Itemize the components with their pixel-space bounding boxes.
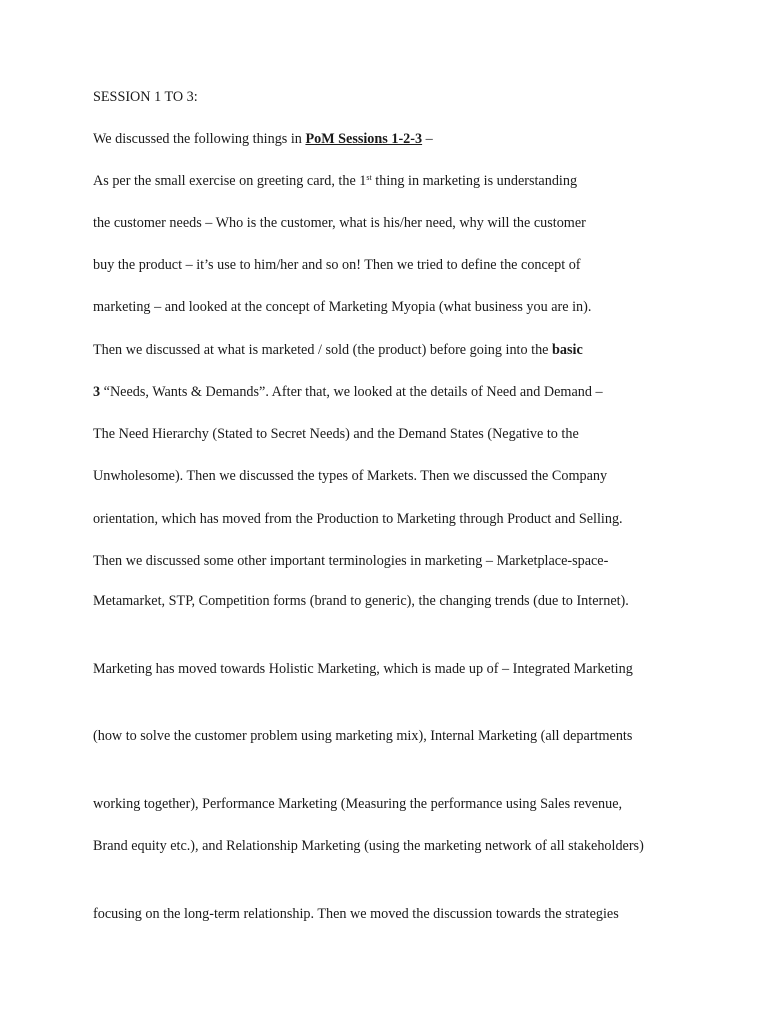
text-line-12: Then we discussed some other important terminologies in marketing – Marketplace-space-: [93, 553, 609, 569]
intro-line: [93, 130, 433, 148]
line7-bold: basic: [552, 342, 583, 358]
paragraph-13: Metamarket, STP, Competition forms (brand to generic), the changing trends (due to Internet).: [93, 593, 629, 609]
paragraph-14: Marketing has moved towards Holistic Marketing, which is made up of – Integrated Marketing: [93, 661, 633, 677]
text-line-18: focusing on the long-term relationship. Then we moved the discussion towards the strategies: [93, 906, 619, 922]
text-line-8: [93, 383, 603, 401]
line8-text: “Needs, Wants & Demands”. After that, we looked at the details of Need and Demand –: [100, 384, 603, 400]
text-line-6: marketing – and looked at the concept of Marketing Myopia (what business you are in).: [93, 299, 592, 315]
paragraph-17: Brand equity etc.), and Relationship Marketing (using the marketing network of all stakeholders): [93, 838, 644, 854]
pom-sessions-title: PoM Sessions 1-2-3: [305, 131, 423, 147]
line8-bold: 3: [93, 384, 101, 400]
session-heading: SESSION 1 TO 3:: [93, 89, 198, 105]
text-line-11: orientation, which has moved from the Production to Marketing through Product and Selling.: [93, 511, 623, 527]
intro-dash: –: [422, 131, 433, 147]
ordinal-superscript: st: [366, 173, 372, 182]
text-line-3: [93, 172, 577, 190]
line3-text-end: thing in marketing is understanding: [371, 173, 578, 189]
text-line-7: [93, 341, 583, 359]
line7-text: Then we discussed at what is marketed / sold (the product) before going into the: [93, 342, 553, 358]
paragraph-15: (how to solve the customer problem using marketing mix), Internal Marketing (all departments: [93, 728, 633, 744]
intro-text: We discussed the following things in: [93, 131, 306, 147]
text-line-16: working together), Performance Marketing (Measuring the performance using Sales revenue,: [93, 796, 623, 812]
text-line-10: Unwholesome). Then we discussed the types of Markets. Then we discussed the Company: [93, 468, 608, 484]
text-line-5: buy the product – it’s use to him/her and so on! Then we tried to define the concept of: [93, 257, 581, 273]
text-line-4: the customer needs – Who is the customer, what is his/her need, why will the customer: [93, 215, 586, 231]
text-line-9: The Need Hierarchy (Stated to Secret Needs) and the Demand States (Negative to the: [93, 426, 579, 442]
line3-text: As per the small exercise on greeting card, the 1: [93, 173, 367, 189]
